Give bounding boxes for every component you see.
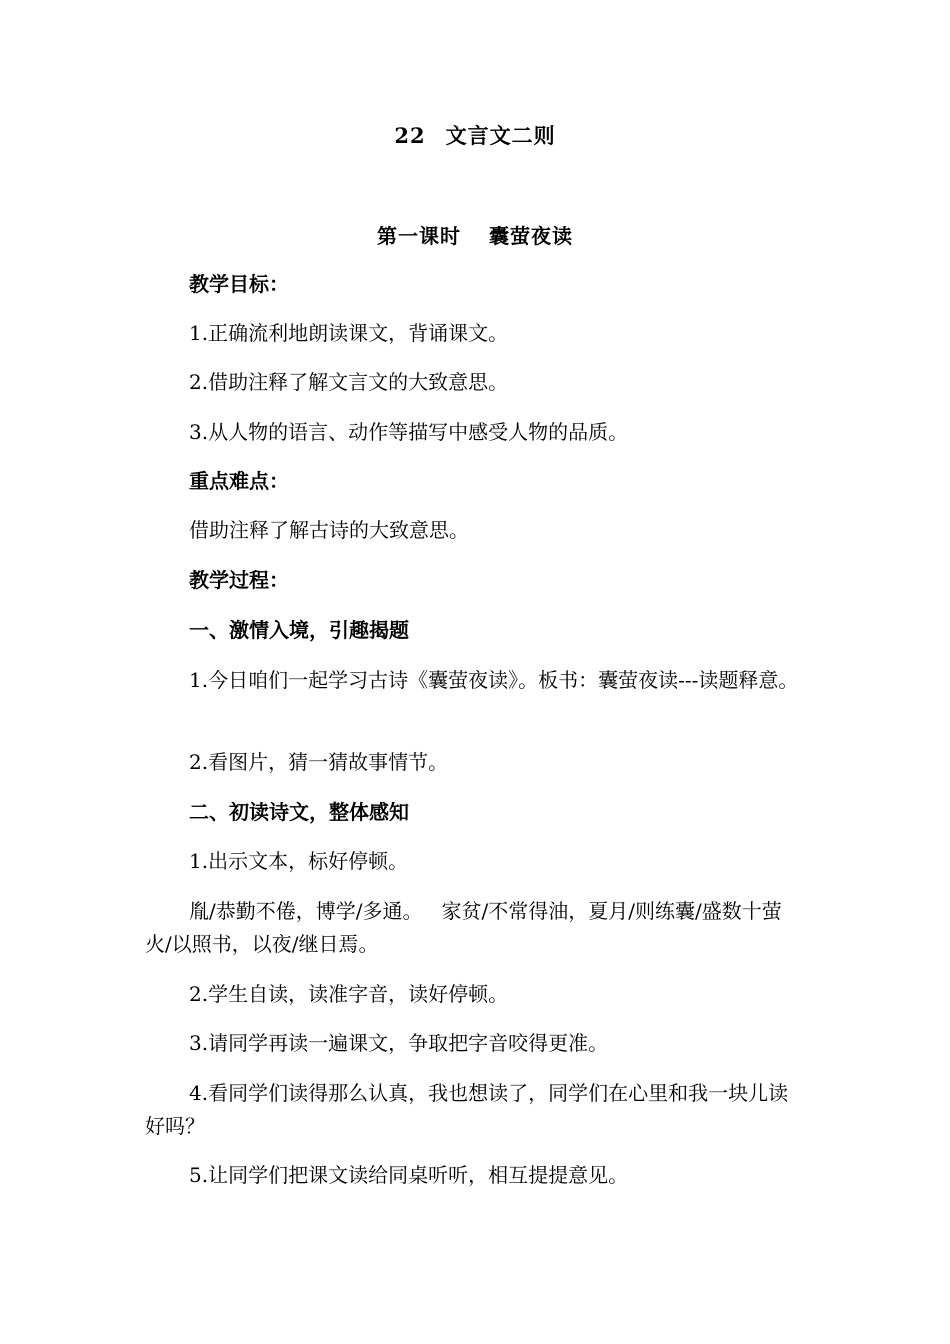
step2-item-4: 4.看同学们读得那么认真，我也想读了，同学们在心里和我一块儿读好吗？ [145,1081,789,1138]
lesson-label: 第一课时 [377,224,461,248]
step-heading-2: 二、初读诗文，整体感知 [189,800,409,824]
lesson-name: 囊萤夜读 [489,224,573,248]
objective-item-3: 3.从人物的语言、动作等描写中感受人物的品质。 [189,420,629,444]
section-heading-objectives: 教学目标： [189,272,289,296]
step2-item-3: 3.请同学再读一遍课文，争取把字音咬得更准。 [189,1031,609,1055]
document-title [0,120,950,150]
step2-item-1: 1.出示文本，标好停顿。 [189,849,409,873]
lesson-title [0,220,950,249]
section-heading-key-points: 重点难点： [189,469,289,493]
objective-item-2: 2.借助注释了解文言文的大致意思。 [189,370,509,394]
section-heading-process: 教学过程： [189,568,289,592]
step1-item-2: 2.看图片，猜一猜故事情节。 [189,750,449,774]
objective-item-1: 1.正确流利地朗读课文，背诵课文。 [189,321,509,345]
classical-text-with-pauses: 胤/恭勤不倦，博学/多通。 家贫/不常得油，夏月/则练囊/盛数十萤火/以照书，以夜/继日焉。 [145,899,782,956]
step1-item-1: 1.今日咱们一起学习古诗《囊萤夜读》。板书：囊萤夜读---读题释意。 [189,668,799,692]
step2-item-5: 5.让同学们把课文读给同桌听听，相互提提意见。 [189,1163,629,1187]
title-text: 文言文二则 [445,123,556,148]
key-points-text: 借助注释了解古诗的大致意思。 [189,518,469,542]
step-heading-1: 一、激情入境，引趣揭题 [189,618,409,642]
step2-item-2: 2.学生自读，读准字音，读好停顿。 [189,982,509,1006]
title-number: 22 [394,123,426,148]
